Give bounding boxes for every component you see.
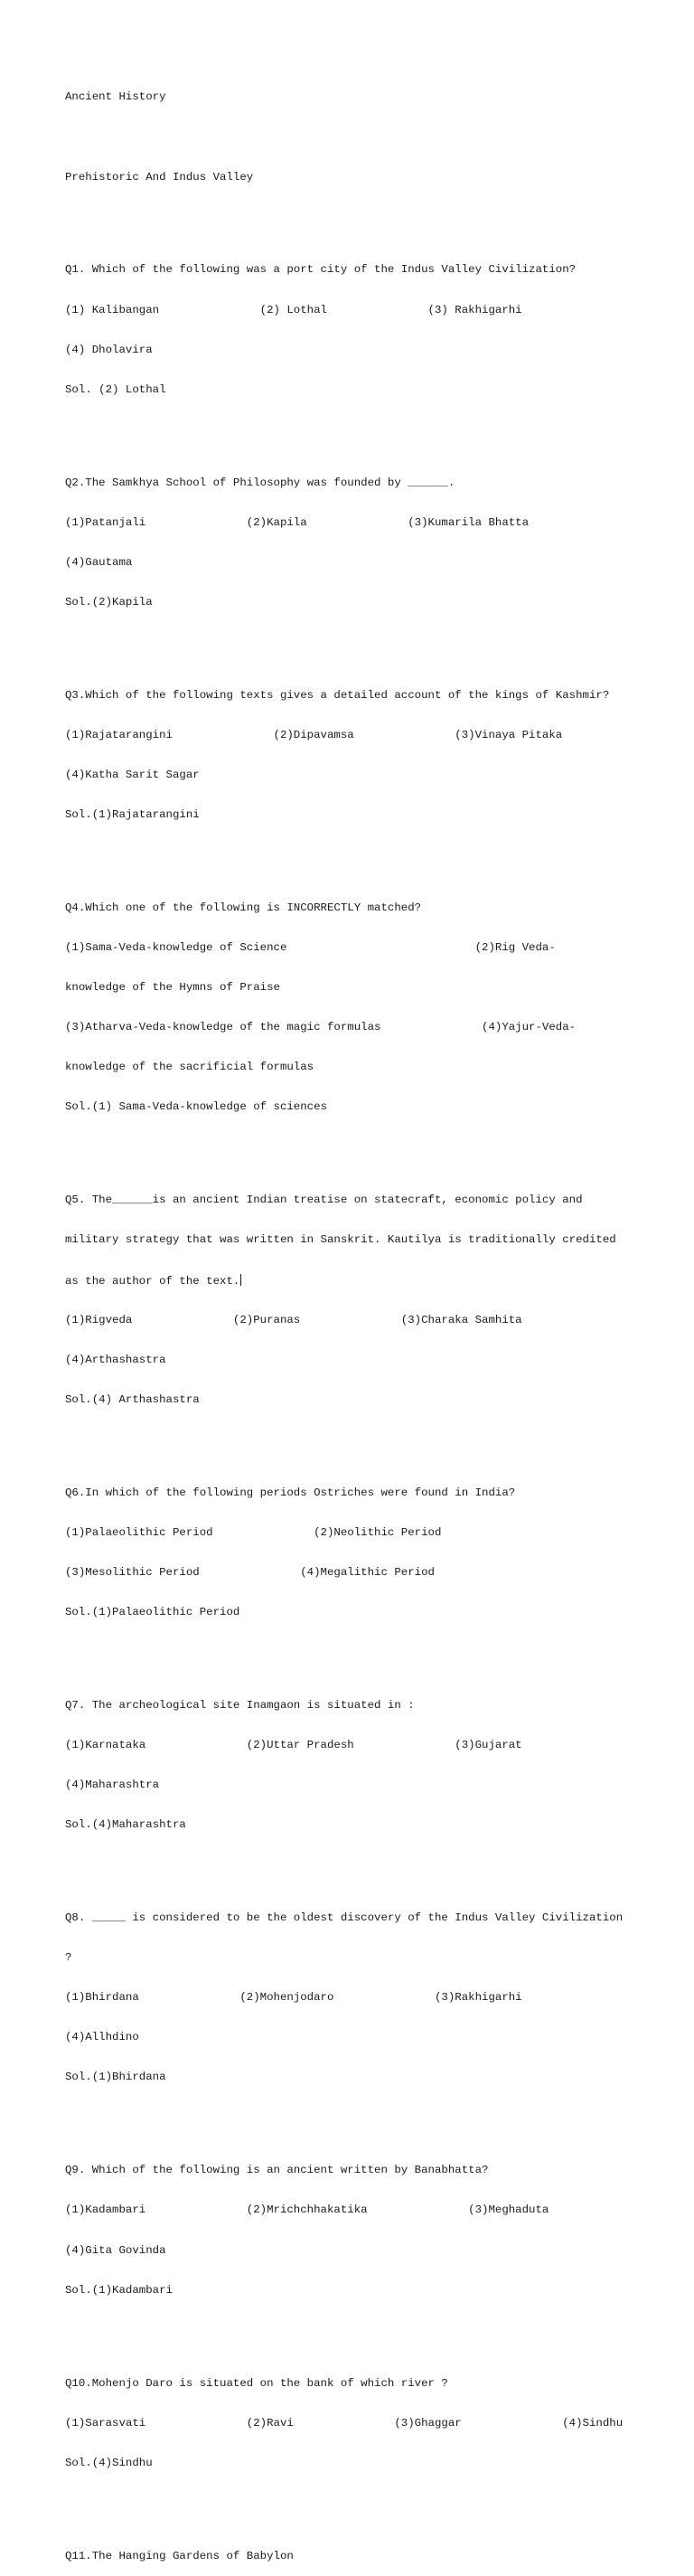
- question-5-line-3-text: as the author of the text.: [65, 1274, 240, 1288]
- question-6: Q6.In which of the following periods Ostriches were found in India?: [65, 1486, 516, 1499]
- q4-options-row-3: (3)Atharva-Veda-knowledge of the magic formulas (4)Yajur-Veda-: [65, 1021, 577, 1034]
- blank-line: [65, 423, 661, 437]
- q7-options-row-1: (1)Karnataka (2)Uttar Pradesh (3)Gujarat: [65, 1738, 522, 1751]
- blank-line: [65, 2496, 661, 2510]
- question-3: Q3.Which of the following texts gives a detailed account of the kings of Kashmir?: [65, 688, 610, 702]
- q3-solution: Sol.(1)Rajatarangini: [65, 808, 200, 822]
- section-heading: Prehistoric And Indus Valley: [65, 170, 254, 184]
- q1-solution: Sol. (2) Lothal: [65, 382, 166, 396]
- question-8-line-1: Q8. _____ is considered to be the oldest discovery of the Indus Valley Civilization: [65, 1911, 624, 1925]
- q2-options-row-1: (1)Patanjali (2)Kapila (3)Kumarila Bhatta: [65, 515, 530, 529]
- q8-options-row-2: (4)Allhdino: [65, 2031, 139, 2044]
- blank-line: [65, 131, 661, 145]
- question-7: Q7. The archeological site Inamgaon is situated in :: [65, 1698, 415, 1712]
- blank-line: [65, 848, 661, 862]
- q5-solution: Sol.(4) Arthashastra: [65, 1392, 200, 1406]
- q4-options-row-2: knowledge of the Hymns of Praise: [65, 981, 280, 995]
- q5-options-row-2: (4)Arthashastra: [65, 1353, 166, 1366]
- question-4: Q4.Which one of the following is INCORRECTLY matched?: [65, 901, 422, 914]
- question-8-line-2: ?: [65, 1951, 72, 1965]
- q6-options-row-2: (3)Mesolithic Period (4)Megalithic Period: [65, 1565, 435, 1579]
- question-9: Q9. Which of the following is an ancient written by Banabhatta?: [65, 2164, 489, 2177]
- blank-line: [65, 1141, 661, 1155]
- q5-options-row-1: (1)Rigveda (2)Puranas (3)Charaka Samhita: [65, 1313, 522, 1326]
- question-5-line-2: military strategy that was written in Sanskrit. Kautilya is traditionally credited: [65, 1233, 616, 1247]
- q8-options-row-1: (1)Bhirdana (2)Mohenjodaro (3)Rakhigarhi: [65, 1991, 522, 2005]
- q8-solution: Sol.(1)Bhirdana: [65, 2071, 166, 2084]
- blank-line: [65, 1858, 661, 1872]
- q3-options-row-1: (1)Rajatarangini (2)Dipavamsa (3)Vinaya Pitaka: [65, 728, 563, 741]
- q4-options-row-1: (1)Sama-Veda-knowledge of Science (2)Rig Veda-: [65, 941, 556, 955]
- q7-options-row-2: (4)Maharashtra: [65, 1779, 160, 1792]
- text-cursor: [240, 1274, 241, 1286]
- question-2: Q2.The Samkhya School of Philosophy was founded by ______.: [65, 476, 455, 489]
- q6-options-row-1: (1)Palaeolithic Period (2)Neolithic Period: [65, 1525, 442, 1539]
- q10-options-row-1: (1)Sarasvati (2)Ravi (3)Ghaggar (4)Sindhu: [65, 2416, 624, 2430]
- q1-options-row-1: (1) Kalibangan (2) Lothal (3) Rakhigarhi: [65, 303, 522, 316]
- q4-solution: Sol.(1) Sama-Veda-knowledge of sciences: [65, 1100, 327, 1114]
- q9-options-row-1: (1)Kadambari (2)Mrichchhakatika (3)Meghaduta: [65, 2203, 549, 2217]
- blank-line: [65, 1433, 661, 1447]
- q2-solution: Sol.(2)Kapila: [65, 595, 153, 609]
- q2-options-row-2: (4)Gautama: [65, 555, 133, 569]
- q3-options-row-2: (4)Katha Sarit Sagar: [65, 769, 200, 782]
- question-5-line-3: [65, 1274, 661, 1288]
- blank-line: [65, 636, 661, 649]
- blank-line: [65, 2111, 661, 2125]
- blank-line: [65, 2324, 661, 2337]
- doc-title: Ancient History: [65, 90, 166, 104]
- q1-options-row-2: (4) Dholavira: [65, 343, 153, 356]
- q9-options-row-2: (4)Gita Govinda: [65, 2243, 166, 2257]
- document-body[interactable]: [65, 64, 661, 2576]
- question-10: Q10.Mohenjo Daro is situated on the bank of which river ?: [65, 2376, 448, 2390]
- q10-solution: Sol.(4)Sindhu: [65, 2456, 153, 2469]
- question-1: Q1. Which of the following was a port city of the Indus Valley Civilization?: [65, 263, 577, 277]
- blank-line: [65, 211, 661, 224]
- question-11: Q11.The Hanging Gardens of Babylon: [65, 2549, 294, 2562]
- q6-solution: Sol.(1)Palaeolithic Period: [65, 1606, 240, 1618]
- question-5-line-1: Q5. The______is an ancient Indian treatise on statecraft, economic policy and: [65, 1194, 583, 1207]
- q7-solution: Sol.(4)Maharashtra: [65, 1818, 186, 1832]
- q4-options-row-4: knowledge of the sacrificial formulas: [65, 1061, 314, 1074]
- blank-line: [65, 1646, 661, 1659]
- q9-solution: Sol.(1)Kadambari: [65, 2283, 173, 2297]
